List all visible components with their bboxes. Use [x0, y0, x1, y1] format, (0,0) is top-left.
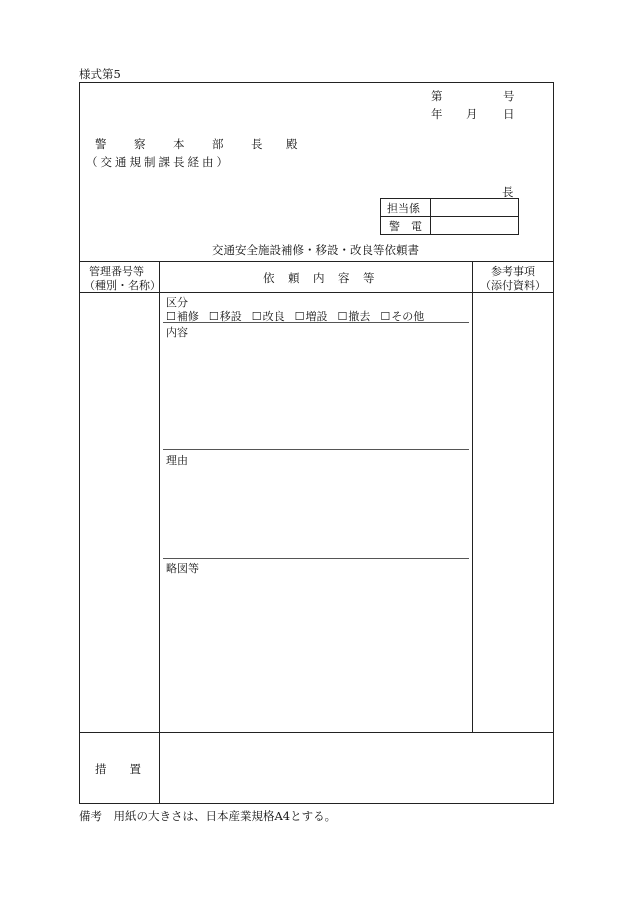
reference-field[interactable] — [475, 296, 551, 728]
contact-table-divider — [430, 198, 431, 235]
contact-value-keiden[interactable] — [435, 218, 515, 232]
checkbox-icon[interactable]: ☐ — [380, 310, 391, 323]
checkbox-icon[interactable]: ☐ — [166, 310, 176, 323]
contact-table-divider — [380, 216, 519, 217]
col1-header-line2: （種別・名称） — [84, 279, 161, 292]
addressee-char: 部 — [212, 137, 224, 151]
category-option-zousetsu[interactable]: ☐増設 — [294, 310, 328, 323]
sketch-field[interactable] — [163, 576, 469, 728]
section-divider — [163, 322, 469, 323]
date-day: 日 — [503, 107, 515, 121]
content-label: 内容 — [166, 326, 188, 339]
sketch-label: 略図等 — [166, 562, 199, 575]
addressee-via: （交通規制課長経由） — [86, 155, 231, 169]
checkbox-icon[interactable]: ☐ — [208, 310, 219, 323]
sender-title: 長 — [502, 185, 514, 199]
addressee-char: 殿 — [286, 137, 298, 151]
form-label: 様式第5 — [79, 67, 121, 81]
content-field[interactable] — [163, 340, 469, 446]
footnote: 備考 用紙の大きさは、日本産業規格A4とする。 — [79, 809, 337, 823]
col1-header-line1: 管理番号等 — [89, 265, 144, 278]
reason-field[interactable] — [163, 468, 469, 555]
number-go: 号 — [503, 89, 515, 103]
checkbox-icon[interactable]: ☐ — [294, 310, 305, 323]
date-year: 年 — [431, 107, 443, 121]
section-divider — [163, 449, 469, 450]
table-col-divider — [159, 261, 160, 804]
col3-header-line1: 参考事項 — [491, 265, 535, 278]
col2-header: 依 頼 内 容 等 — [263, 271, 376, 285]
category-label: 区分 — [166, 296, 188, 309]
category-option-kairyou[interactable]: ☐改良 — [251, 310, 285, 323]
contact-value-tantou[interactable] — [435, 200, 515, 214]
addressee-char: 長 — [251, 137, 263, 151]
category-option-tekkyo[interactable]: ☐撤去 — [337, 310, 371, 323]
contact-label-keiden: 警 電 — [389, 220, 422, 233]
number-dai: 第 — [431, 89, 443, 103]
col3-header-line2: （添付資料） — [480, 279, 546, 292]
contact-label-tantou: 担当係 — [387, 202, 420, 215]
management-number-field[interactable] — [82, 296, 156, 728]
reason-label: 理由 — [166, 454, 188, 467]
measures-label: 措 置 — [95, 762, 141, 776]
table-measures-line — [79, 732, 554, 733]
section-divider — [163, 558, 469, 559]
addressee-char: 本 — [173, 137, 185, 151]
table-col-divider — [472, 261, 473, 732]
checkbox-icon[interactable]: ☐ — [337, 310, 348, 323]
category-option-isetsu[interactable]: ☐移設 — [208, 310, 242, 323]
checkbox-icon[interactable]: ☐ — [251, 310, 262, 323]
date-month: 月 — [466, 107, 478, 121]
category-option-hoshu[interactable]: ☐補修 — [166, 310, 199, 323]
category-option-sonota[interactable]: ☐その他 — [380, 310, 425, 323]
table-top-line — [79, 261, 554, 262]
addressee-char: 警 — [95, 137, 107, 151]
addressee-char: 察 — [134, 137, 146, 151]
document-title: 交通安全施設補修・移設・改良等依頼書 — [212, 243, 419, 257]
measures-field[interactable] — [162, 736, 551, 801]
